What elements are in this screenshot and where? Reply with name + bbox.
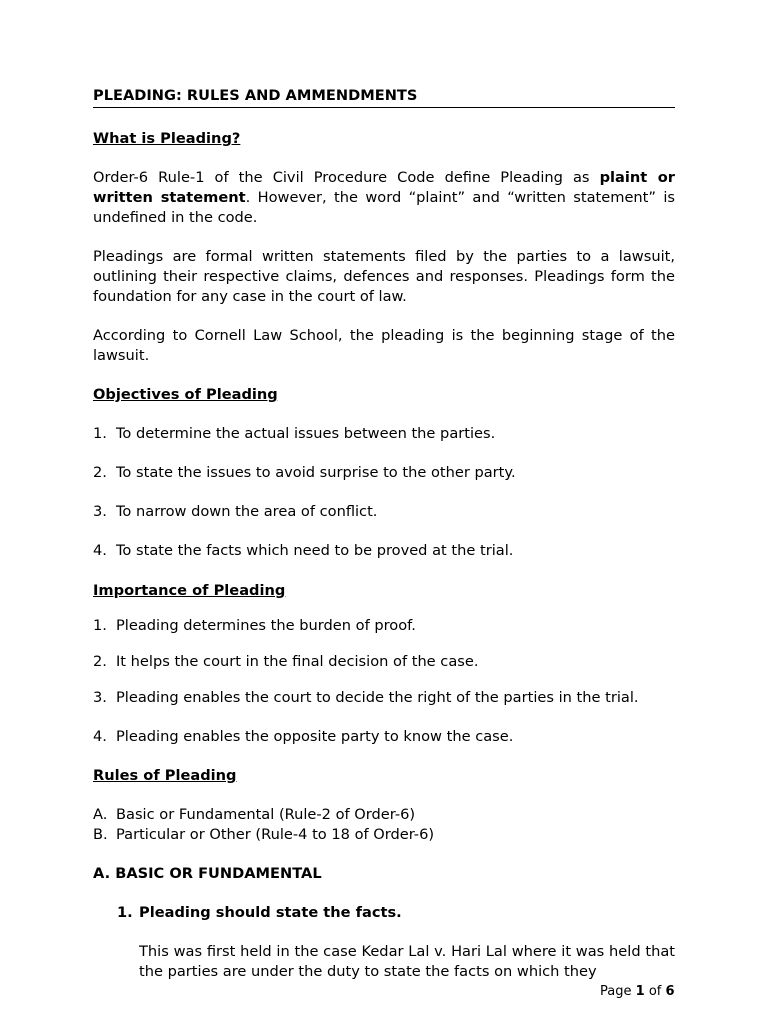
list-text: Particular or Other (Rule-4 to 18 of Order-6)	[116, 826, 435, 843]
heading-what-is-pleading: What is Pleading?	[93, 130, 241, 147]
list-text: Pleading enables the opposite party to know the case.	[116, 728, 514, 745]
list-text: Basic or Fundamental (Rule-2 of Order-6)	[116, 806, 416, 823]
list-item	[93, 616, 675, 636]
list-item	[93, 727, 675, 747]
list-item	[93, 652, 675, 672]
list-item	[93, 688, 675, 708]
list-text: To narrow down the area of conflict.	[116, 503, 378, 520]
list-item	[93, 424, 675, 444]
list-text: To determine the actual issues between the parties.	[116, 425, 496, 442]
footer-of-word: of	[648, 984, 662, 999]
list-item	[93, 541, 675, 561]
list-letter: A.	[93, 806, 108, 823]
footer-page-number: 1	[635, 984, 645, 999]
list-number: 2.	[93, 464, 107, 481]
list-item	[93, 502, 675, 522]
list-number: 1.	[93, 425, 107, 442]
list-text: It helps the court in the final decision of the case.	[116, 653, 479, 670]
heading-basic-fundamental: A. BASIC OR FUNDAMENTAL	[93, 865, 322, 882]
heading-objectives: Objectives of Pleading	[93, 386, 278, 403]
paragraph-definition-text: Order-6 Rule-1 of the Civil Procedure Code define Pleading as	[93, 169, 600, 186]
list-number: 3.	[93, 689, 107, 706]
list-number: 4.	[93, 728, 107, 745]
list-number: 4.	[93, 542, 107, 559]
subheading-state-facts	[93, 903, 675, 923]
list-item	[93, 825, 675, 845]
list-number: 1.	[93, 617, 107, 634]
list-text: To state the facts which need to be proved at the trial.	[116, 542, 514, 559]
list-item	[93, 463, 675, 483]
list-letter: B.	[93, 826, 108, 843]
paragraph-definition-rest: . However, the word “plaint” and “written statement” is undefined in the code.	[93, 189, 675, 226]
paragraph-definition-bold: plaint or written statement	[93, 169, 675, 206]
list-text: Pleading determines the burden of proof.	[116, 617, 416, 634]
footer-page-word: Page	[600, 984, 632, 999]
paragraph-definition	[93, 168, 675, 228]
paragraph-kedar-lal: This was first held in the case Kedar Lal v. Hari Lal where it was held that the parties are under the duty to state the facts on which they	[139, 943, 675, 980]
subheading-text: Pleading should state the facts.	[139, 904, 402, 921]
list-number: 2.	[93, 653, 107, 670]
list-text: Pleading enables the court to decide the right of the parties in the trial.	[116, 689, 639, 706]
document-page	[93, 86, 675, 982]
footer-page-total: 6	[665, 984, 675, 999]
list-text: To state the issues to avoid surprise to the other party.	[116, 464, 516, 481]
heading-rules: Rules of Pleading	[93, 767, 237, 784]
list-item	[93, 805, 675, 825]
paragraph-cornell: According to Cornell Law School, the pleading is the beginning stage of the lawsuit.	[93, 327, 675, 364]
paragraph-formal-statements: Pleadings are formal written statements filed by the parties to a lawsuit, outlining their respective claims, defences and responses. Pleadings form the foundation for any case in the court of law.	[93, 248, 675, 305]
heading-importance: Importance of Pleading	[93, 582, 286, 599]
list-number: 3.	[93, 503, 107, 520]
document-title: PLEADING: RULES AND AMMENDMENTS	[93, 86, 675, 108]
page-footer	[600, 984, 675, 1000]
subheading-number: 1.	[117, 904, 133, 921]
